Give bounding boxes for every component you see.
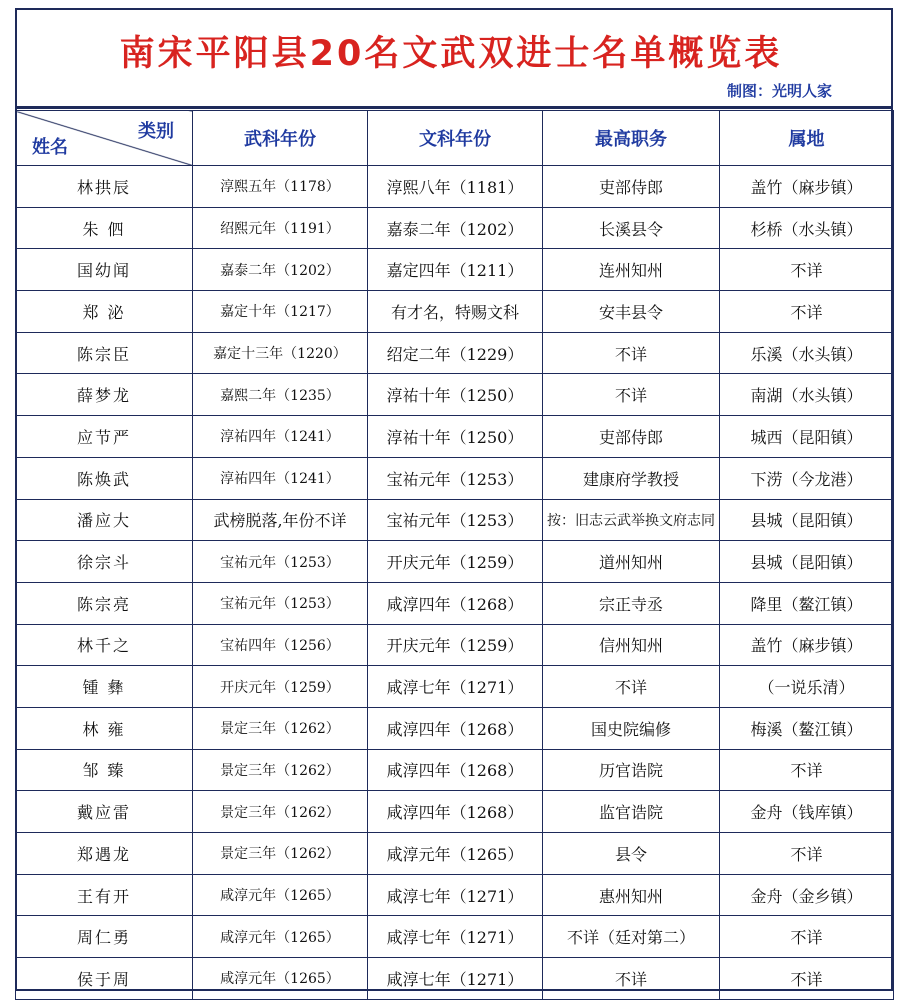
office-cell: 不详 bbox=[543, 958, 720, 1000]
military-year-cell: 淳祐四年（1241） bbox=[193, 457, 368, 499]
header-diagonal-cell bbox=[16, 111, 193, 166]
civil-year-cell: 淳熙八年（1181） bbox=[368, 166, 543, 208]
civil-year-cell: 开庆元年（1259） bbox=[368, 541, 543, 583]
military-year-cell: 嘉定十三年（1220） bbox=[193, 332, 368, 374]
table-row bbox=[16, 166, 894, 208]
civil-year-cell: 咸淳七年（1271） bbox=[368, 666, 543, 708]
page-title: 南宋平阳县20名文武双进士名单概览表 bbox=[119, 34, 783, 74]
civil-year-cell: 咸淳四年（1268） bbox=[368, 791, 543, 833]
table-row bbox=[16, 624, 894, 666]
civil-year-cell: 淳祐十年（1250） bbox=[368, 416, 543, 458]
table-row bbox=[16, 541, 894, 583]
table-row bbox=[16, 457, 894, 499]
civil-year-cell: 淳祐十年（1250） bbox=[368, 374, 543, 416]
origin-cell: 不详 bbox=[720, 958, 894, 1000]
table-row bbox=[16, 291, 894, 333]
header-category-label: 类别 bbox=[138, 121, 174, 142]
civil-year-cell: 嘉定四年（1211） bbox=[368, 249, 543, 291]
table-row bbox=[16, 833, 894, 875]
military-year-cell: 宝祐元年（1253） bbox=[193, 582, 368, 624]
table-row bbox=[16, 582, 894, 624]
military-year-cell: 景定三年（1262） bbox=[193, 707, 368, 749]
origin-cell: 不详 bbox=[720, 291, 894, 333]
origin-cell: 盖竹（麻步镇） bbox=[720, 624, 894, 666]
civil-year-cell: 绍定二年（1229） bbox=[368, 332, 543, 374]
military-year-cell: 嘉定十年（1217） bbox=[193, 291, 368, 333]
office-cell: 国史院编修 bbox=[543, 707, 720, 749]
origin-cell: 乐溪（水头镇） bbox=[720, 332, 894, 374]
origin-cell: 不详 bbox=[720, 749, 894, 791]
civil-year-cell: 咸淳七年（1271） bbox=[368, 958, 543, 1000]
name-cell: 王有开 bbox=[16, 874, 193, 916]
origin-cell: 不详 bbox=[720, 833, 894, 875]
name-cell: 潘应大 bbox=[16, 499, 193, 541]
military-year-cell: 咸淳元年（1265） bbox=[193, 874, 368, 916]
office-cell: 惠州知州 bbox=[543, 874, 720, 916]
civil-year-cell: 咸淳元年（1265） bbox=[368, 833, 543, 875]
header-highest-office: 最高职务 bbox=[543, 111, 720, 166]
military-year-cell: 宝祐四年（1256） bbox=[193, 624, 368, 666]
military-year-cell: 景定三年（1262） bbox=[193, 833, 368, 875]
header-origin: 属地 bbox=[720, 111, 894, 166]
office-cell: 连州知州 bbox=[543, 249, 720, 291]
origin-cell: 南湖（水头镇） bbox=[720, 374, 894, 416]
civil-year-cell: 有才名，特赐文科 bbox=[368, 291, 543, 333]
office-cell: 不详 bbox=[543, 374, 720, 416]
office-cell: 吏部侍郎 bbox=[543, 416, 720, 458]
table-row bbox=[16, 416, 894, 458]
name-cell: 国幼闻 bbox=[16, 249, 193, 291]
civil-year-cell: 咸淳七年（1271） bbox=[368, 916, 543, 958]
civil-year-cell: 咸淳四年（1268） bbox=[368, 749, 543, 791]
office-cell: 安丰县令 bbox=[543, 291, 720, 333]
origin-cell: 不详 bbox=[720, 249, 894, 291]
military-year-cell: 武榜脱落,年份不详 bbox=[193, 499, 368, 541]
header-divider bbox=[15, 106, 893, 109]
origin-cell: 梅溪（鳌江镇） bbox=[720, 707, 894, 749]
table-row bbox=[16, 499, 894, 541]
military-year-cell: 淳熙五年（1178） bbox=[193, 166, 368, 208]
table-row bbox=[16, 707, 894, 749]
civil-year-cell: 宝祐元年（1253） bbox=[368, 457, 543, 499]
origin-cell: 县城（昆阳镇） bbox=[720, 499, 894, 541]
name-cell: 郑 泌 bbox=[16, 291, 193, 333]
name-cell: 林 雍 bbox=[16, 707, 193, 749]
table-row bbox=[16, 249, 894, 291]
name-cell: 朱 伵 bbox=[16, 207, 193, 249]
office-cell: 不详（廷对第二） bbox=[543, 916, 720, 958]
origin-cell: 盖竹（麻步镇） bbox=[720, 166, 894, 208]
office-cell: 建康府学教授 bbox=[543, 457, 720, 499]
name-cell: 陈宗臣 bbox=[16, 332, 193, 374]
origin-cell: 降里（鳌江镇） bbox=[720, 582, 894, 624]
header-row bbox=[16, 111, 894, 166]
office-cell: 不详 bbox=[543, 332, 720, 374]
table-row bbox=[16, 749, 894, 791]
header-military-year: 武科年份 bbox=[193, 111, 368, 166]
military-year-cell: 咸淳元年（1265） bbox=[193, 958, 368, 1000]
office-cell: 信州知州 bbox=[543, 624, 720, 666]
name-cell: 邹 臻 bbox=[16, 749, 193, 791]
name-cell: 薛梦龙 bbox=[16, 374, 193, 416]
office-cell: 长溪县令 bbox=[543, 207, 720, 249]
table-row bbox=[16, 207, 894, 249]
name-cell: 林拱辰 bbox=[16, 166, 193, 208]
civil-year-cell: 咸淳七年（1271） bbox=[368, 874, 543, 916]
table-row bbox=[16, 666, 894, 708]
military-year-cell: 嘉泰二年（1202） bbox=[193, 249, 368, 291]
credit-line: 制图：光明人家 bbox=[726, 82, 832, 100]
office-cell: 历官诰院 bbox=[543, 749, 720, 791]
military-year-cell: 绍熙元年（1191） bbox=[193, 207, 368, 249]
table-row bbox=[16, 791, 894, 833]
civil-year-cell: 咸淳四年（1268） bbox=[368, 582, 543, 624]
military-year-cell: 景定三年（1262） bbox=[193, 791, 368, 833]
civil-year-cell: 咸淳四年（1268） bbox=[368, 707, 543, 749]
office-cell: 宗正寺丞 bbox=[543, 582, 720, 624]
name-cell: 陈宗亮 bbox=[16, 582, 193, 624]
name-cell: 应节严 bbox=[16, 416, 193, 458]
table-row bbox=[16, 958, 894, 1000]
origin-cell: 不详 bbox=[720, 916, 894, 958]
origin-cell: 杉桥（水头镇） bbox=[720, 207, 894, 249]
civil-year-cell: 宝祐元年（1253） bbox=[368, 499, 543, 541]
military-year-cell: 景定三年（1262） bbox=[193, 749, 368, 791]
origin-cell: （一说乐清） bbox=[720, 666, 894, 708]
name-cell: 锺 彝 bbox=[16, 666, 193, 708]
name-cell: 周仁勇 bbox=[16, 916, 193, 958]
table-row bbox=[16, 332, 894, 374]
roster-table bbox=[15, 110, 894, 1000]
name-cell: 林千之 bbox=[16, 624, 193, 666]
name-cell: 侯于周 bbox=[16, 958, 193, 1000]
office-cell: 吏部侍郎 bbox=[543, 166, 720, 208]
name-cell: 陈焕武 bbox=[16, 457, 193, 499]
office-cell: 按：旧志云武举换文府志同 bbox=[543, 499, 720, 541]
name-cell: 郑遇龙 bbox=[16, 833, 193, 875]
header-name-label: 姓名 bbox=[32, 137, 68, 158]
office-cell: 不详 bbox=[543, 666, 720, 708]
table-row bbox=[16, 374, 894, 416]
military-year-cell: 咸淳元年（1265） bbox=[193, 916, 368, 958]
origin-cell: 下涝（今龙港） bbox=[720, 457, 894, 499]
origin-cell: 城西（昆阳镇） bbox=[720, 416, 894, 458]
military-year-cell: 淳祐四年（1241） bbox=[193, 416, 368, 458]
civil-year-cell: 开庆元年（1259） bbox=[368, 624, 543, 666]
origin-cell: 金舟（钱库镇） bbox=[720, 791, 894, 833]
military-year-cell: 宝祐元年（1253） bbox=[193, 541, 368, 583]
origin-cell: 金舟（金乡镇） bbox=[720, 874, 894, 916]
table-row bbox=[16, 874, 894, 916]
header-civil-year: 文科年份 bbox=[368, 111, 543, 166]
office-cell: 道州知州 bbox=[543, 541, 720, 583]
office-cell: 县令 bbox=[543, 833, 720, 875]
civil-year-cell: 嘉泰二年（1202） bbox=[368, 207, 543, 249]
office-cell: 监官诰院 bbox=[543, 791, 720, 833]
military-year-cell: 嘉熙二年（1235） bbox=[193, 374, 368, 416]
origin-cell: 县城（昆阳镇） bbox=[720, 541, 894, 583]
name-cell: 徐宗斗 bbox=[16, 541, 193, 583]
name-cell: 戴应雷 bbox=[16, 791, 193, 833]
military-year-cell: 开庆元年（1259） bbox=[193, 666, 368, 708]
table-row bbox=[16, 916, 894, 958]
